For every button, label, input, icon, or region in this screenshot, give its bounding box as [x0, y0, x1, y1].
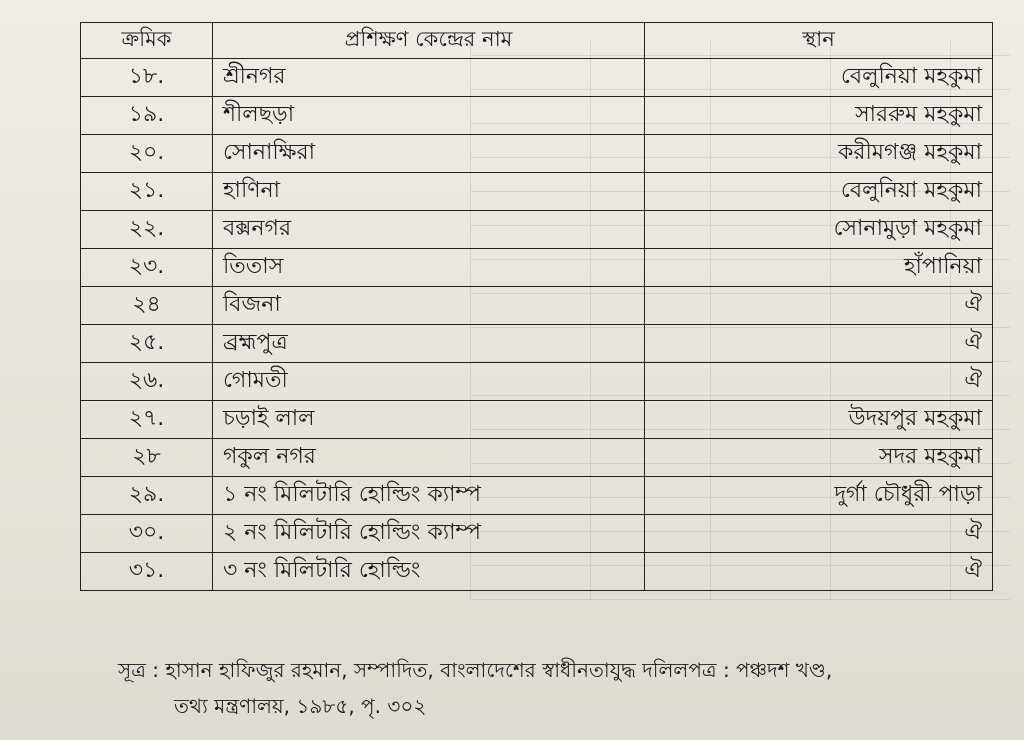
center-name-cell: গকুল নগর	[213, 439, 645, 477]
center-name-cell: তিতাস	[213, 249, 645, 287]
serial-cell: ২৬.	[81, 363, 213, 401]
header-serial: ক্রমিক	[81, 23, 213, 59]
center-name-cell: শীলছড়া	[213, 97, 645, 135]
place-cell: দুর্গা চৌধুরী পাড়া	[645, 477, 993, 515]
source-line-2: তথ্য মন্ত্রণালয়, ১৯৮৫, পৃ. ৩০২	[174, 694, 427, 718]
table-row	[81, 363, 993, 401]
center-name-cell: বক্সনগর	[213, 211, 645, 249]
center-name-cell: ১ নং মিলিটারি হোল্ডিং ক্যাম্প	[213, 477, 645, 515]
table-row	[81, 211, 993, 249]
training-centers-table	[80, 22, 993, 591]
place-cell: সোনামুড়া মহকুমা	[645, 211, 993, 249]
center-name-cell: বিজনা	[213, 287, 645, 325]
serial-cell: ২৩.	[81, 249, 213, 287]
place-cell: ঐ	[645, 363, 993, 401]
table-row	[81, 401, 993, 439]
table-header-row	[81, 23, 993, 59]
header-place: স্থান	[645, 23, 993, 59]
serial-cell: ২৫.	[81, 325, 213, 363]
serial-cell: ২৮	[81, 439, 213, 477]
place-cell: হাঁপানিয়া	[645, 249, 993, 287]
center-name-cell: গোমতী	[213, 363, 645, 401]
serial-cell: ৩০.	[81, 515, 213, 553]
center-name-cell: হাণিনা	[213, 173, 645, 211]
table-row	[81, 439, 993, 477]
serial-cell: ২৭.	[81, 401, 213, 439]
place-cell: সদর মহকুমা	[645, 439, 993, 477]
table-row	[81, 553, 993, 591]
table-row	[81, 249, 993, 287]
place-cell: ঐ	[645, 553, 993, 591]
table-row	[81, 325, 993, 363]
center-name-cell: সোনাক্ষিরা	[213, 135, 645, 173]
center-name-cell: ৩ নং মিলিটারি হোল্ডিং	[213, 553, 645, 591]
table-row	[81, 287, 993, 325]
table-row	[81, 59, 993, 97]
place-cell: ঐ	[645, 287, 993, 325]
place-cell: বেলুনিয়া মহকুমা	[645, 59, 993, 97]
serial-cell: ১৮.	[81, 59, 213, 97]
serial-cell: ৩১.	[81, 553, 213, 591]
table-row	[81, 97, 993, 135]
serial-cell: ২১.	[81, 173, 213, 211]
serial-cell: ২২.	[81, 211, 213, 249]
place-cell: ঐ	[645, 515, 993, 553]
place-cell: বেলুনিয়া মহকুমা	[645, 173, 993, 211]
place-cell: করীমগঞ্জ মহকুমা	[645, 135, 993, 173]
source-citation	[118, 652, 1008, 724]
table-row	[81, 515, 993, 553]
center-name-cell: ব্রহ্মপুত্র	[213, 325, 645, 363]
serial-cell: ২০.	[81, 135, 213, 173]
place-cell: উদয়পুর মহকুমা	[645, 401, 993, 439]
serial-cell: ২৯.	[81, 477, 213, 515]
table-row	[81, 135, 993, 173]
header-center-name: প্রশিক্ষণ কেন্দ্রের নাম	[213, 23, 645, 59]
table-row	[81, 477, 993, 515]
serial-cell: ১৯.	[81, 97, 213, 135]
center-name-cell: শ্রীনগর	[213, 59, 645, 97]
center-name-cell: ২ নং মিলিটারি হোল্ডিং ক্যাম্প	[213, 515, 645, 553]
serial-cell: ২৪	[81, 287, 213, 325]
place-cell: সাররুম মহকুমা	[645, 97, 993, 135]
table-row	[81, 173, 993, 211]
place-cell: ঐ	[645, 325, 993, 363]
center-name-cell: চড়াই লাল	[213, 401, 645, 439]
source-line-1: সূত্র : হাসান হাফিজুর রহমান, সম্পাদিত, বাংলাদেশের স্বাধীনতাযুদ্ধ দলিলপত্র : পঞ্চদশ খণ্ড,	[118, 658, 833, 682]
